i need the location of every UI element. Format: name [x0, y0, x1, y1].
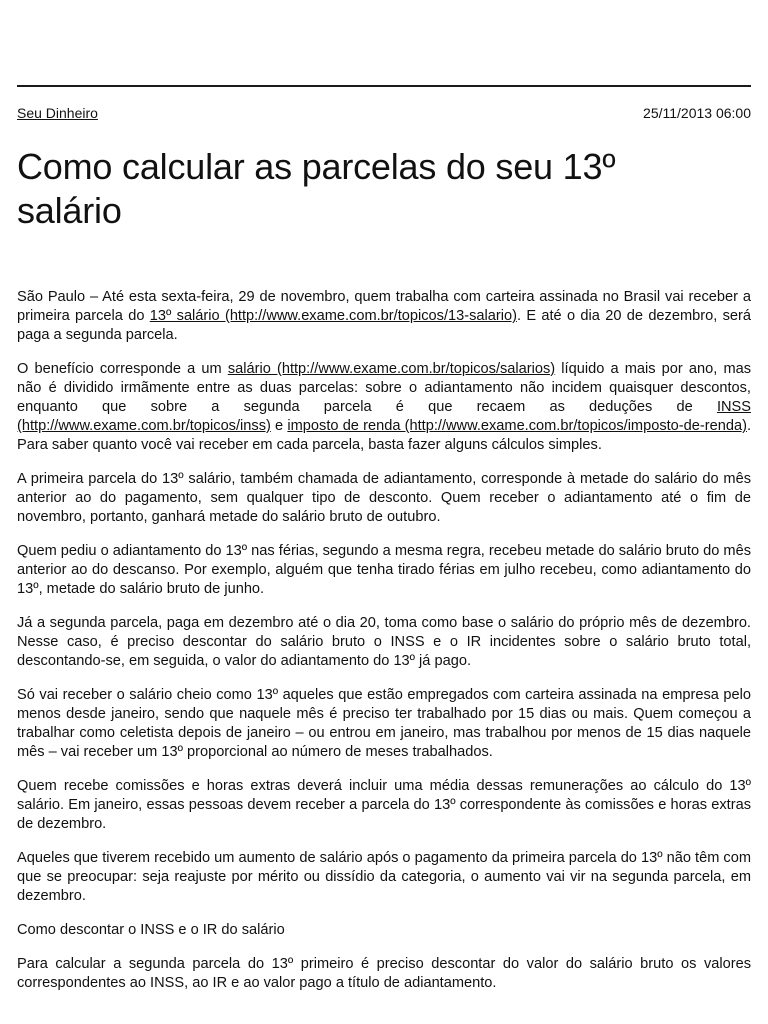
article-title: Como calcular as parcelas do seu 13º salário — [17, 146, 616, 231]
article-meta — [17, 105, 751, 123]
paragraph: Quem pediu o adiantamento do 13º nas férias, segundo a mesma regra, recebeu metade do salário bruto do mês anterior ao do descanso. Por exemplo, alguém que tenha tirado férias em julho recebeu, como adiantamento do 13º, metade do salário bruto de junho. — [17, 543, 751, 597]
paragraph — [17, 360, 751, 455]
paragraph: Quem recebe comissões e horas extras deverá incluir uma média dessas remunerações ao cálculo do 13º salário. Em janeiro, essas pessoas devem receber a parcela do 13º correspondente às comissões e horas extras de dezembro. — [17, 778, 751, 832]
article-body — [17, 288, 751, 993]
publish-date: 25/11/2013 06:00 — [643, 105, 751, 121]
link-inss[interactable]: INSS (http://www.exame.com.br/topicos/inss) — [17, 399, 751, 434]
paragraph: A primeira parcela do 13º salário, também chamada de adiantamento, corresponde à metade do salário do mês anterior ao do pagamento, sem qualquer tipo de desconto. Quem receber o adiantamento até o fim de novembro, portanto, ganhará metade do salário bruto de outubro. — [17, 471, 751, 525]
paragraph — [17, 288, 751, 345]
paragraph: Só vai receber o salário cheio como 13º aqueles que estão empregados com carteira assinada na empresa pelo menos desde janeiro, sendo que naquele mês é preciso ter trabalhado por 15 dias ou mais. Quem começou a trabalhar como celetista depois de janeiro – ou entrou em janeiro, mas trabalhou por menos de 15 dias naquele mês – vai receber um 13º proporcional ao número de meses trabalhados. — [17, 687, 751, 760]
paragraph: Já a segunda parcela, paga em dezembro até o dia 20, toma como base o salário do próprio mês de dezembro. Nesse caso, é preciso descontar do salário bruto o INSS e o IR incidentes sobre o salário bruto total, descontando-se, em seguida, o valor do adiantamento do 13º já pago. — [17, 615, 751, 669]
paragraph-text: líquido a mais por ano, mas não é dividido irmãmente entre as duas parcelas: sobre o adiantamento não incidem quaisquer descontos, enquanto que sobre a segunda parcela é que recaem as deduções de — [17, 361, 752, 415]
paragraph-text: São Paulo – Até esta sexta-feira, 29 de novembro, quem trabalha com carteira assinada no Brasil vai receber a primeira parcela do — [17, 289, 751, 324]
paragraph-text: e — [270, 418, 288, 434]
subheading: Como descontar o INSS e o IR do salário — [17, 922, 285, 938]
header-divider — [17, 85, 751, 87]
link-salarios[interactable]: salário (http://www.exame.com.br/topicos/salarios) — [227, 361, 556, 377]
link-13-salario[interactable]: 13º salário (http://www.exame.com.br/topicos/13-salario) — [149, 308, 517, 324]
paragraph: Para calcular a segunda parcela do 13º primeiro é preciso descontar do valor do salário bruto os valores correspondentes ao INSS, ao IR e ao valor pago a título de adiantamento. — [17, 956, 751, 991]
section-link[interactable]: Seu Dinheiro — [17, 105, 98, 121]
paragraph-text: . Para saber quanto você vai receber em cada parcela, basta fazer alguns cálculos simples. — [17, 418, 751, 453]
paragraph-text: . E até o dia 20 de dezembro, será paga a segunda parcela. — [17, 308, 751, 343]
link-imposto-de-renda[interactable]: imposto de renda (http://www.exame.com.br/topicos/imposto-de-renda) — [287, 418, 747, 434]
paragraph: Aqueles que tiverem recebido um aumento de salário após o pagamento da primeira parcela do 13º não têm com que se preocupar: seja reajuste por mérito ou dissídio da categoria, o aumento vai vir na segunda parcela, em dezembro. — [17, 850, 751, 904]
paragraph-text: O benefício corresponde a um — [17, 361, 228, 377]
